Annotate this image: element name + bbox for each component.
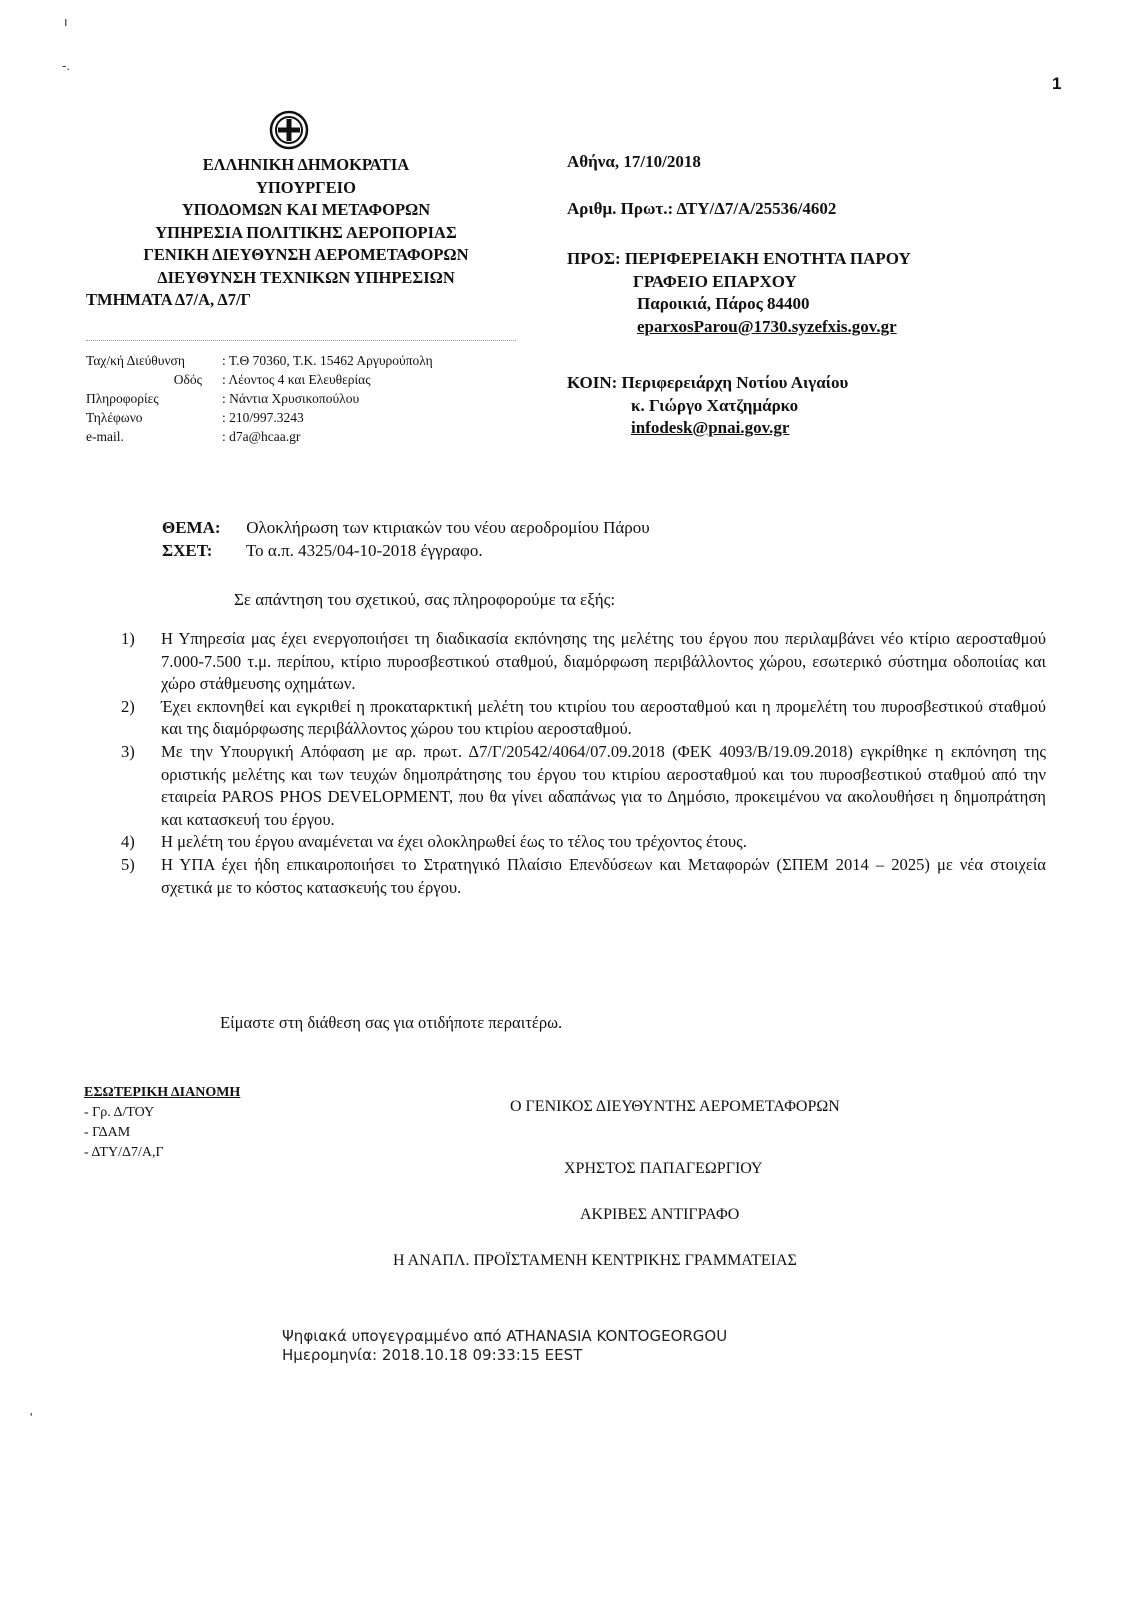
certified-copy-label: ΑΚΡΙΒΕΣ ΑΝΤΙΓΡΑΦΟ	[580, 1206, 740, 1223]
reference-text: Το α.π. 4325/04-10-2018 έγγραφο.	[245, 541, 483, 560]
header-line: ΥΠΟΥΡΓΕΙΟ	[256, 177, 356, 197]
contact-label: Ταχ/κή Διεύθυνση	[86, 353, 185, 368]
reference-label: ΣΧΕΤ:	[162, 541, 213, 560]
page-number: 1	[1052, 74, 1062, 93]
signatory-role: Ο ΓΕΝΙΚΟΣ ΔΙΕΥΘΥΝΤΗΣ ΑΕΡΟΜΕΤΑΦΟΡΩΝ	[510, 1098, 840, 1115]
subject-text: Ολοκλήρωση των κτιριακών του νέου αεροδρομίου Πάρου	[246, 518, 650, 537]
recipient-address: Παροικιά, Πάρος 84400	[637, 294, 810, 313]
list-item	[121, 696, 1046, 741]
recipient-line: ΠΡΟΣ: ΠΕΡΙΦΕΡΕΙΑΚΗ ΕΝΟΤΗΤΑ ΠΑΡΟΥ	[567, 249, 911, 268]
cc-name: κ. Γιώργο Χατζημάρκο	[631, 395, 799, 415]
contact-value: : Λέοντος 4 και Ελευθερίας	[222, 372, 371, 387]
contact-row	[86, 351, 433, 370]
distribution-item: - ΓΔΑΜ	[84, 1125, 131, 1140]
digital-signature-date: Ημερομηνία: 2018.10.18 09:33:15 EEST	[282, 1346, 583, 1364]
signatory-name: ΧΡΗΣΤΟΣ ΠΑΠΑΓΕΩΡΓΙΟΥ	[564, 1160, 763, 1177]
item-text: Έχει εκπονηθεί και εγκριθεί η προκαταρκτική μελέτη του κτιρίου του αεροσταθμού και η προμελέτη του πυροσβεστικού σταθμού και της διαμόρφωσης περιβάλλοντος χώρου του κτιρίου αεροσταθμού.	[161, 696, 1046, 739]
distribution-item: - Γρ. Δ/ΤΟΥ	[84, 1105, 155, 1120]
scan-mark: ı	[64, 14, 68, 29]
contact-value: : Νάντια Χρυσικοπούλου	[222, 391, 360, 406]
internal-distribution	[84, 1083, 240, 1163]
closing-text: Είμαστε στη διάθεση σας για οτιδήποτε περαιτέρω.	[220, 1013, 563, 1032]
cc-email: infodesk@pnai.gov.gr	[631, 418, 790, 437]
distribution-title: ΕΣΩΤΕΡΙΚΗ ΔΙΑΝΟΜΗ	[84, 1085, 241, 1100]
document-date: Αθήνα, 17/10/2018	[567, 152, 701, 171]
recipient-block	[567, 248, 911, 338]
header-line: ΤΜΗΜΑΤΑ Δ7/Α, Δ7/Γ	[86, 290, 252, 309]
header-line: ΓΕΝΙΚΗ ΔΙΕΥΘΥΝΣΗ ΑΕΡΟΜΕΤΑΦΟΡΩΝ	[143, 245, 469, 264]
item-text: Με την Υπουργική Απόφαση με αρ. πρωτ. Δ7/Γ/20542/4064/07.09.2018 (ΦΕΚ 4093/Β/19.09.2018) εγκρίθηκε η εκπόνηση της οριστικής μελέτης και των τευχών δημοπράτησης του έργου του κτιρίου αεροσταθμού και του πυροσβεστικού σταθμού από την εταιρεία PAROS PHOS DEVELOPMENT, που θα γίνει αδαπάνως για το Δημόσιο, προκειμένου να ακολουθήσει η δημοπράτηση και κατασκευή του έργου.	[161, 741, 1046, 829]
item-number: 5)	[121, 854, 135, 874]
contact-label: Οδός	[173, 372, 202, 387]
item-number: 1)	[121, 629, 135, 648]
contact-row	[86, 408, 433, 427]
distribution-item: - ΔΤΥ/Δ7/Α,Γ	[84, 1145, 164, 1160]
recipient-line: ΓΡΑΦΕΙΟ ΕΠΑΡΧΟΥ	[633, 271, 797, 291]
header-divider	[86, 340, 516, 341]
contact-value: : 210/997.3243	[222, 410, 304, 425]
cc-block	[567, 372, 848, 440]
protocol-number: Αριθμ. Πρωτ.: ΔΤΥ/Δ7/Α/25536/4602	[567, 199, 837, 218]
contact-details	[86, 351, 433, 446]
list-item	[121, 741, 1046, 831]
contact-label: Τηλέφωνο	[86, 410, 143, 425]
intro-text: Σε απάντηση του σχετικού, σας πληροφορούμε τα εξής:	[234, 590, 616, 609]
item-number: 2)	[121, 696, 135, 716]
item-number: 3)	[121, 741, 135, 761]
contact-row	[86, 370, 433, 389]
contact-value: : d7a@hcaa.gr	[222, 429, 301, 444]
contact-row	[86, 427, 433, 446]
contact-value: : Τ.Θ 70360, Τ.Κ. 15462 Αργυρούπολη	[222, 353, 433, 368]
list-item	[121, 831, 1046, 854]
numbered-list	[121, 628, 1046, 899]
subject-block	[162, 516, 650, 562]
contact-label: e-mail.	[86, 429, 124, 444]
list-item	[121, 854, 1046, 899]
item-text: Η μελέτη του έργου αναμένεται να έχει ολοκληρωθεί έως το τέλος του τρέχοντος έτους.	[161, 832, 747, 852]
header-line: ΔΙΕΥΘΥΝΣΗ ΤΕΧΝΙΚΩΝ ΥΠΗΡΕΣΙΩΝ	[157, 267, 455, 287]
digital-signature-signer: Ψηφιακά υπογεγραμμένο από ATHANASIA KONTOGEORGOU	[282, 1327, 728, 1345]
scan-mark: '	[30, 1410, 33, 1425]
header-line: ΥΠΟΔΟΜΩΝ ΚΑΙ ΜΕΤΑΦΟΡΩΝ	[181, 200, 431, 219]
header-line: ΕΛΛΗΝΙΚΗ ΔΗΜΟΚΡΑΤΙΑ	[202, 155, 410, 174]
item-text: Η ΥΠΑ έχει ήδη επικαιροποιήσει το Στρατηγικό Πλαίσιο Επενδύσεων και Μεταφορών (ΣΠΕΜ 2014 – 2025) με νέα στοιχεία σχετικά με το κόστος κατασκευής του έργου.	[161, 854, 1046, 897]
greek-emblem-icon	[269, 110, 309, 150]
header-line: ΥΠΗΡΕΣΙΑ ΠΟΛΙΤΙΚΗΣ ΑΕΡΟΠΟΡΙΑΣ	[155, 222, 457, 242]
digital-signature	[282, 1327, 727, 1365]
item-text: Η Υπηρεσία μας έχει ενεργοποιήσει τη διαδικασία εκπόνησης της μελέτης του έργου που περιλαμβάνει νέο κτίριο αεροσταθμού 7.000-7.500 τ.μ. περίπου, κτίριο πυροσβεστικού σταθμού, διαμόρφωση περιβάλλοντος χώρου, εσωτερικό σύστημα οδοποιίας και χώρο στάθμευσης οχημάτων.	[161, 629, 1046, 694]
contact-row	[86, 389, 433, 408]
scan-mark: -.	[62, 58, 70, 73]
recipient-email: eparxosParou@1730.syzefxis.gov.gr	[637, 316, 897, 336]
list-item	[121, 628, 1046, 696]
item-number: 4)	[121, 832, 135, 852]
cc-line: ΚΟΙΝ: Περιφερειάρχη Νοτίου Αιγαίου	[567, 373, 849, 392]
contact-label: Πληροφορίες	[86, 391, 159, 406]
subject-label: ΘΕΜΑ:	[162, 518, 221, 537]
issuer-header	[86, 154, 526, 312]
certifier-role: Η ΑΝΑΠΛ. ΠΡΟΪΣΤΑΜΕΝΗ ΚΕΝΤΡΙΚΗΣ ΓΡΑΜΜΑΤΕΙΑΣ	[393, 1252, 797, 1269]
